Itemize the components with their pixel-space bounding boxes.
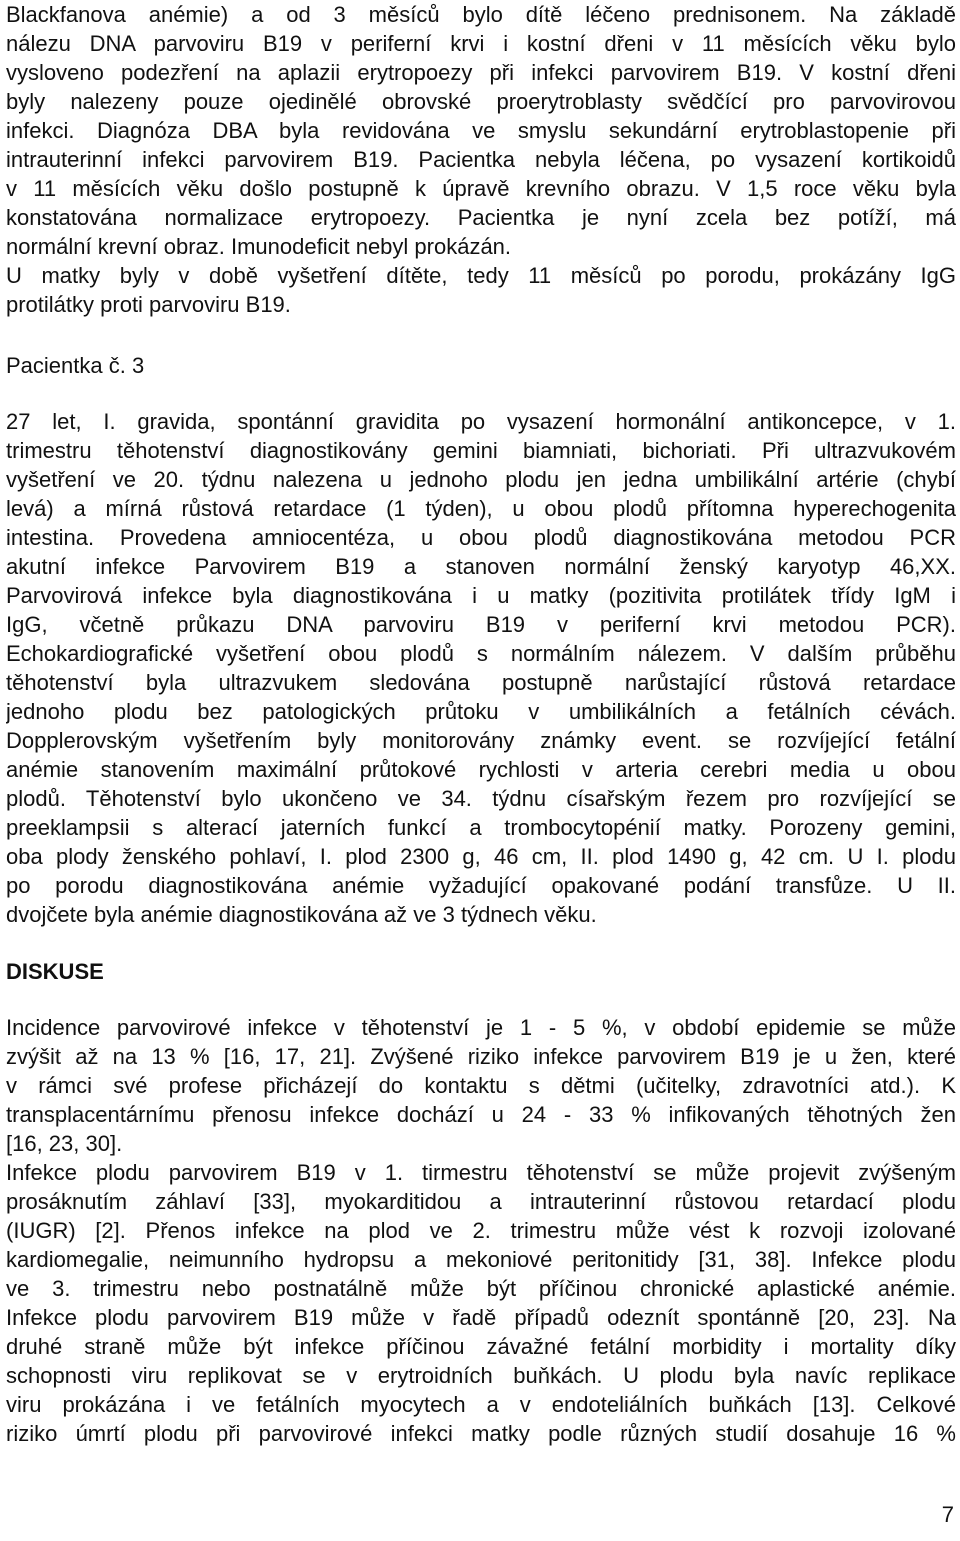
text-line: kardiomegalie, neimunního hydropsu a mekoniové peritonitidy [31, 38]. Infekce plodu [6, 1247, 956, 1272]
text-line: IgG, včetně průkazu DNA parvoviru B19 v periferní krvi metodou PCR). [6, 612, 956, 637]
text-line: infekci. Diagnóza DBA byla revidována ve smyslu sekundární erytroblastopenie při [6, 118, 956, 143]
text-line: (IUGR) [2]. Přenos infekce na plod ve 2. trimestru může vést k rozvoji izolované [6, 1218, 956, 1243]
section-heading-diskuse: DISKUSE [6, 959, 104, 984]
text-line: v 11 měsících věku došlo postupně k úpravě krevního obrazu. V 1,5 roce věku byla [6, 176, 956, 201]
text-line: intrauterinní infekci parvovirem B19. Pacientka nebyla léčena, po vysazení kortikoidů [6, 147, 956, 172]
text-line: akutní infekce Parvovirem B19 a stanoven normální ženský karyotyp 46,XX. [6, 554, 956, 579]
text-line: Infekce plodu parvovirem B19 může v řadě případů odeznít spontánně [20, 23]. Na [6, 1305, 956, 1330]
text-line: plodů. Těhotenství bylo ukončeno ve 34. týdnu císařským řezem pro rozvíjející se [6, 786, 956, 811]
paragraph-case3 [6, 407, 956, 929]
text-line: Infekce plodu parvovirem B19 v 1. tirmestru těhotenství se může projevit zvýšeným [6, 1160, 956, 1185]
text-line: trimestru těhotenství diagnostikovány gemini biamniati, bichoriati. Při ultrazvukovém [6, 438, 956, 463]
text-line: viru prokázána i ve fetálních myocytech a v endoteliálních buňkách [13]. Celkové [6, 1392, 956, 1417]
paragraph-case2-continuation [6, 0, 956, 261]
text-line: zvýšit až na 13 % [16, 17, 21]. Zvýšené riziko infekce parvovirem B19 je u žen, které [6, 1044, 956, 1069]
paragraph-discussion-fetal-infection [6, 1158, 956, 1448]
text-line: prosáknutím záhlaví [33], myokarditidou a intrauterinní růstovou retardací plodu [6, 1189, 956, 1214]
text-line: schopnosti viru replikovat se v erytroidních buňkách. U plodu byla navíc replikace [6, 1363, 956, 1388]
text-line: Incidence parvovirové infekce v těhotenství je 1 - 5 %, v období epidemie se může [6, 1015, 956, 1040]
text-line: po porodu diagnostikována anémie vyžadující opakované podání transfůze. U II. [6, 873, 956, 898]
text-line: 27 let, I. gravida, spontánní gravidita po vysazení hormonální antikoncepce, v 1. [6, 409, 956, 434]
text-line: normální krevní obraz. Imunodeficit nebyl prokázán. [6, 234, 512, 259]
text-line: levá) a mírná růstová retardace (1 týden), u obou plodů přítomna hyperechogenita [6, 496, 956, 521]
text-line: jednoho plodu bez patologických průtoku v umbilikálních a fetálních cévách. [6, 699, 956, 724]
text-line: [16, 23, 30]. [6, 1131, 123, 1156]
text-line: dvojčete byla anémie diagnostikována až ve 3 týdnech věku. [6, 902, 597, 927]
text-line: Echokardiografické vyšetření obou plodů s normálním nálezem. V dalším průběhu [6, 641, 956, 666]
text-line: oba plody ženského pohlaví, I. plod 2300 g, 46 cm, II. plod 1490 g, 42 cm. U I. plodu [6, 844, 956, 869]
text-line: těhotenství byla ultrazvukem sledována postupně narůstající růstová retardace [6, 670, 956, 695]
text-line: anémie stanovením maximální průtokové rychlosti v arteria cerebri media u obou [6, 757, 956, 782]
text-line: transplacentárnímu přenosu infekce dochází u 24 - 33 % infikovaných těhotných žen [6, 1102, 956, 1127]
text-line: Parvovirová infekce byla diagnostikována i u matky (pozitivita protilátek třídy IgM i [6, 583, 956, 608]
text-line: intestina. Provedena amniocentéza, u obou plodů diagnostikována metodou PCR [6, 525, 956, 550]
page-number: 7 [941, 1502, 954, 1527]
text-line: druhé straně může být infekce příčinou závažné fetální morbidity i mortality díky [6, 1334, 956, 1359]
paragraph-mother [6, 261, 956, 319]
text-line: ve 3. trimestru nebo postnatálně může být příčinou chronické aplastické anémie. [6, 1276, 956, 1301]
text-line: protilátky proti parvoviru B19. [6, 292, 291, 317]
case3-heading: Pacientka č. 3 [6, 353, 145, 378]
paragraph-discussion-incidence [6, 1013, 956, 1158]
text-line: riziko úmrtí plodu při parvovirové infekci matky podle různých studií dosahuje 16 % [6, 1421, 956, 1446]
text-line: byly nalezeny pouze ojedinělé obrovské proerytroblasty svědčící pro parvovirovou [6, 89, 956, 114]
text-line: U matky byly v době vyšetření dítěte, tedy 11 měsíců po porodu, prokázány IgG [6, 263, 956, 288]
text-line: vyšetření ve 20. týdnu nalezena u jednoho plodu jen jedna umbilikální artérie (chybí [6, 467, 956, 492]
text-line: Blackfanova anémie) a od 3 měsíců bylo dítě léčeno prednisonem. Na základě [6, 2, 956, 27]
text-line: preeklampsii s alterací jaterních funkcí a trombocytopénií matky. Porozeny gemini, [6, 815, 956, 840]
text-line: konstatována normalizace erytropoezy. Pacientka je nyní zcela bez potíží, má [6, 205, 956, 230]
text-line: nálezu DNA parvoviru B19 v periferní krvi i kostní dřeni v 11 měsících věku bylo [6, 31, 956, 56]
text-line: v rámci své profese přicházejí do kontaktu s dětmi (učitelky, zdravotníci atd.). K [6, 1073, 956, 1098]
text-line: Dopplerovským vyšetřením byly monitorovány známky event. se rozvíjející fetální [6, 728, 956, 753]
text-line: vysloveno podezření na aplazii erytropoezy při infekci parvovirem B19. V kostní dřeni [6, 60, 956, 85]
